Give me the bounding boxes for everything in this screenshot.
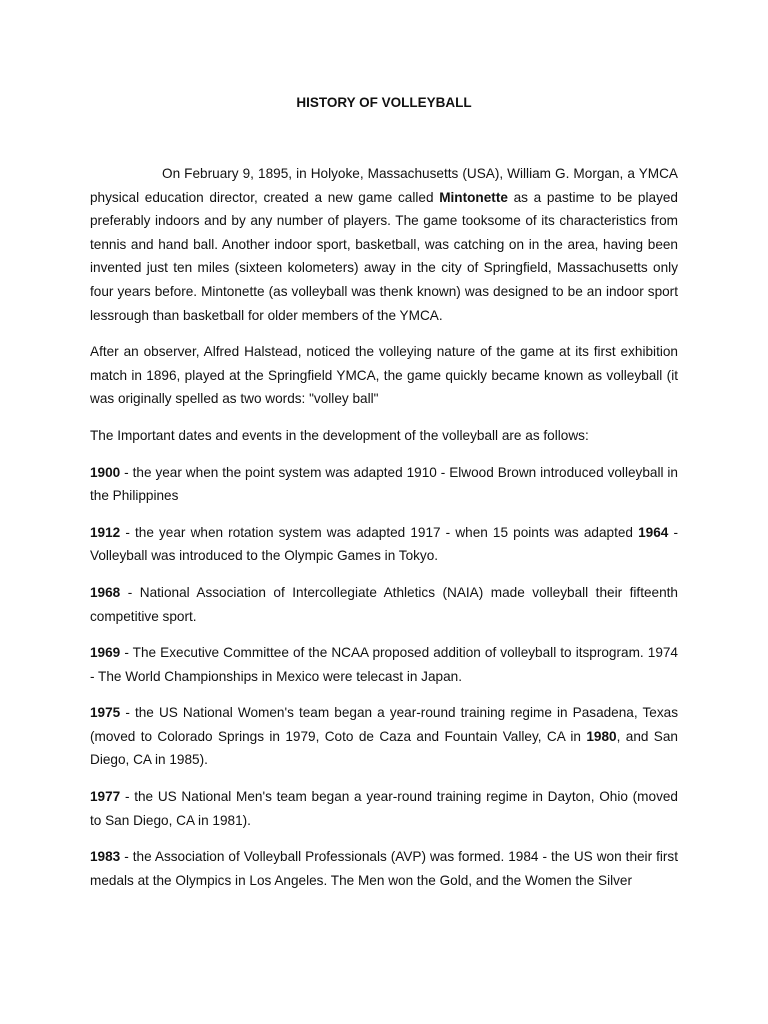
text-run: - the year when the point system was adapted 1910 - Elwood Brown introduced volleyball in the Philippines xyxy=(90,464,678,504)
bold-text: 1900 xyxy=(90,464,121,480)
text-run: - the Association of Volleyball Professionals (AVP) was formed. 1984 - the US won their first medals at the Olympics in Los Angeles. The Men won the Gold, and the Women the Silver xyxy=(90,849,678,888)
text-run: - the year when rotation system was adapted 1917 - when 15 points was adapted xyxy=(120,524,639,540)
text-run: , and San Diego, CA in 1985). xyxy=(90,728,678,768)
text-run: - the US National Women's team began a year-round training regime in Pasadena, Texas (moved to Colorado Springs in 1979, Coto de Caza and Fountain Valley, CA in xyxy=(90,705,678,744)
bold-text: 1980 xyxy=(586,728,617,744)
paragraph xyxy=(90,461,678,508)
text-run: - The Executive Committee of the NCAA proposed addition of volleyball to itsprogram. 1974 - The World Championships in Mexico were telecast in Japan. xyxy=(90,645,678,684)
paragraph xyxy=(90,521,678,568)
text-run: as a pastime to be played preferably indoors and by any number of players. The game tooksome of its characteristics from tennis and hand ball. Another indoor sport, basketball, was catching on in the area, having been invented just ten miles (sixteen kolometers) away in the city of Springfield, Massachusetts only four years before. Mintonette (as volleyball was thenk known) was designed to be an indoor sport lessrough than basketball for older members of the YMCA. xyxy=(90,189,678,323)
paragraph xyxy=(90,424,678,448)
text-run: After an observer, Alfred Halstead, noticed the volleying nature of the game at its first exhibition match in 1896, played at the Springfield YMCA, the game quickly became known as volleyball (it was originally spelled as two words: "volley ball" xyxy=(90,344,678,407)
bold-text: Mintonette xyxy=(439,189,508,205)
paragraph xyxy=(90,340,678,411)
bold-text: 1968 xyxy=(90,584,121,600)
bold-text: 1975 xyxy=(90,705,121,721)
bold-text: 1977 xyxy=(90,789,121,805)
text-run: - Volleyball was introduced to the Olympic Games in Tokyo. xyxy=(90,524,678,564)
paragraph xyxy=(90,701,678,772)
text-run: The Important dates and events in the development of the volleyball are as follows: xyxy=(90,427,589,443)
paragraph xyxy=(90,641,678,688)
paragraph xyxy=(90,785,678,832)
paragraph xyxy=(90,162,678,327)
paragraph xyxy=(90,581,678,628)
text-run: On February 9, 1895, in Holyoke, Massachusetts (USA), William G. Morgan, a YMCA physical education director, created a new game called xyxy=(90,166,678,205)
bold-text: 1983 xyxy=(90,849,121,865)
document-body xyxy=(90,162,678,905)
text-run: - the US National Men's team began a year-round training regime in Dayton, Ohio (moved to San Diego, CA in 1981). xyxy=(90,789,678,828)
bold-text: 1969 xyxy=(90,645,121,661)
page-title: HISTORY OF VOLLEYBALL xyxy=(296,95,472,110)
text-run: - National Association of Intercollegiate Athletics (NAIA) made volleyball their fifteenth competitive sport. xyxy=(90,584,678,624)
bold-text: 1964 xyxy=(638,524,669,540)
bold-text: 1912 xyxy=(90,524,121,540)
paragraph xyxy=(90,845,678,892)
